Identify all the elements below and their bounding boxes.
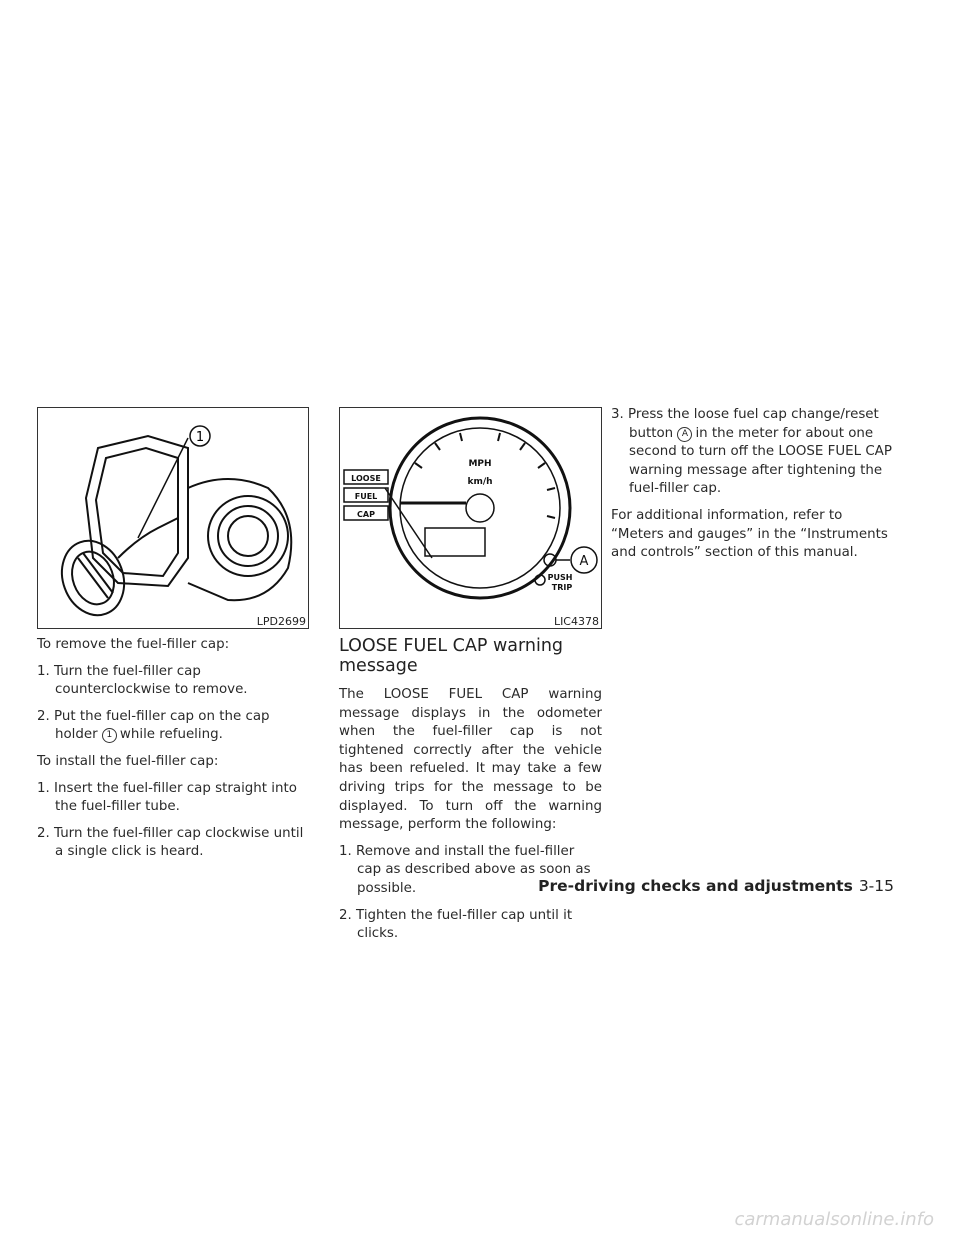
remove-step-1: 1. Turn the fuel-filler cap counterclockwise to remove. [37, 663, 248, 698]
additional-info: For additional information, refer to “Meters and gauges” in the “Instruments and controls” section of this manual. [611, 507, 888, 561]
warn-line-1: LOOSE [351, 474, 381, 483]
warning-body: The LOOSE FUEL CAP warning message displays in the odometer when the fuel-filler cap is not tightened correctly after the vehicle has been refueled. It may take a few driving trips for the message to be displayed. To turn off the warning message, perform the following: [339, 687, 602, 833]
warning-step-1: 1. Remove and install the fuel-filler cap as described above as soon as possible. [339, 843, 591, 896]
watermark: carmanualsonline.info [734, 1209, 934, 1230]
middle-column [339, 636, 602, 952]
warn-line-2: FUEL [354, 492, 378, 501]
footer-section-title: Pre-driving checks and adjustments [538, 877, 853, 895]
ref-1-icon: 1 [102, 728, 117, 743]
remove-step-2: 2. Put the fuel-filler cap on the cap holder 1 while refueling. [37, 708, 270, 743]
fuel-cap-figure [37, 407, 309, 629]
install-step-1: 1. Insert the fuel-filler cap straight into the fuel-filler tube. [37, 780, 297, 815]
meter-figure [339, 407, 602, 629]
install-step-2: 2. Turn the fuel-filler cap clockwise until a single click is heard. [37, 825, 304, 860]
push-label: PUSH [547, 573, 573, 582]
left-column [37, 636, 309, 870]
fig1-code: LPD2699 [256, 615, 306, 628]
fig2-callout: A [579, 554, 589, 569]
install-intro: To install the fuel-filler cap: [37, 753, 219, 769]
page-footer [538, 877, 894, 895]
fuel-cap-illustration [38, 408, 308, 628]
gauge-mph-label: MPH [468, 459, 492, 469]
fig1-callout: 1 [195, 430, 205, 445]
warning-step-3: 3. Press the loose fuel cap change/reset button A in the meter for about one second to turn off the LOOSE FUEL CAP warning message after tightening the fuel-filler cap. [611, 407, 892, 497]
page-number: 3-15 [858, 877, 894, 895]
remove-intro: To remove the fuel-filler cap: [37, 637, 230, 652]
warn-line-3: CAP [357, 510, 375, 519]
trip-label: TRIP [551, 583, 573, 592]
warning-step-2: 2. Tighten the fuel-filler cap until it clicks. [339, 907, 573, 942]
right-column [611, 406, 894, 571]
fig2-code: LIC4378 [553, 615, 599, 628]
ref-a-icon: A [677, 427, 692, 442]
section-heading: LOOSE FUEL CAP warning message [339, 636, 564, 676]
gauge-kmh-label: km/h [467, 477, 493, 487]
meter-illustration [340, 408, 601, 628]
